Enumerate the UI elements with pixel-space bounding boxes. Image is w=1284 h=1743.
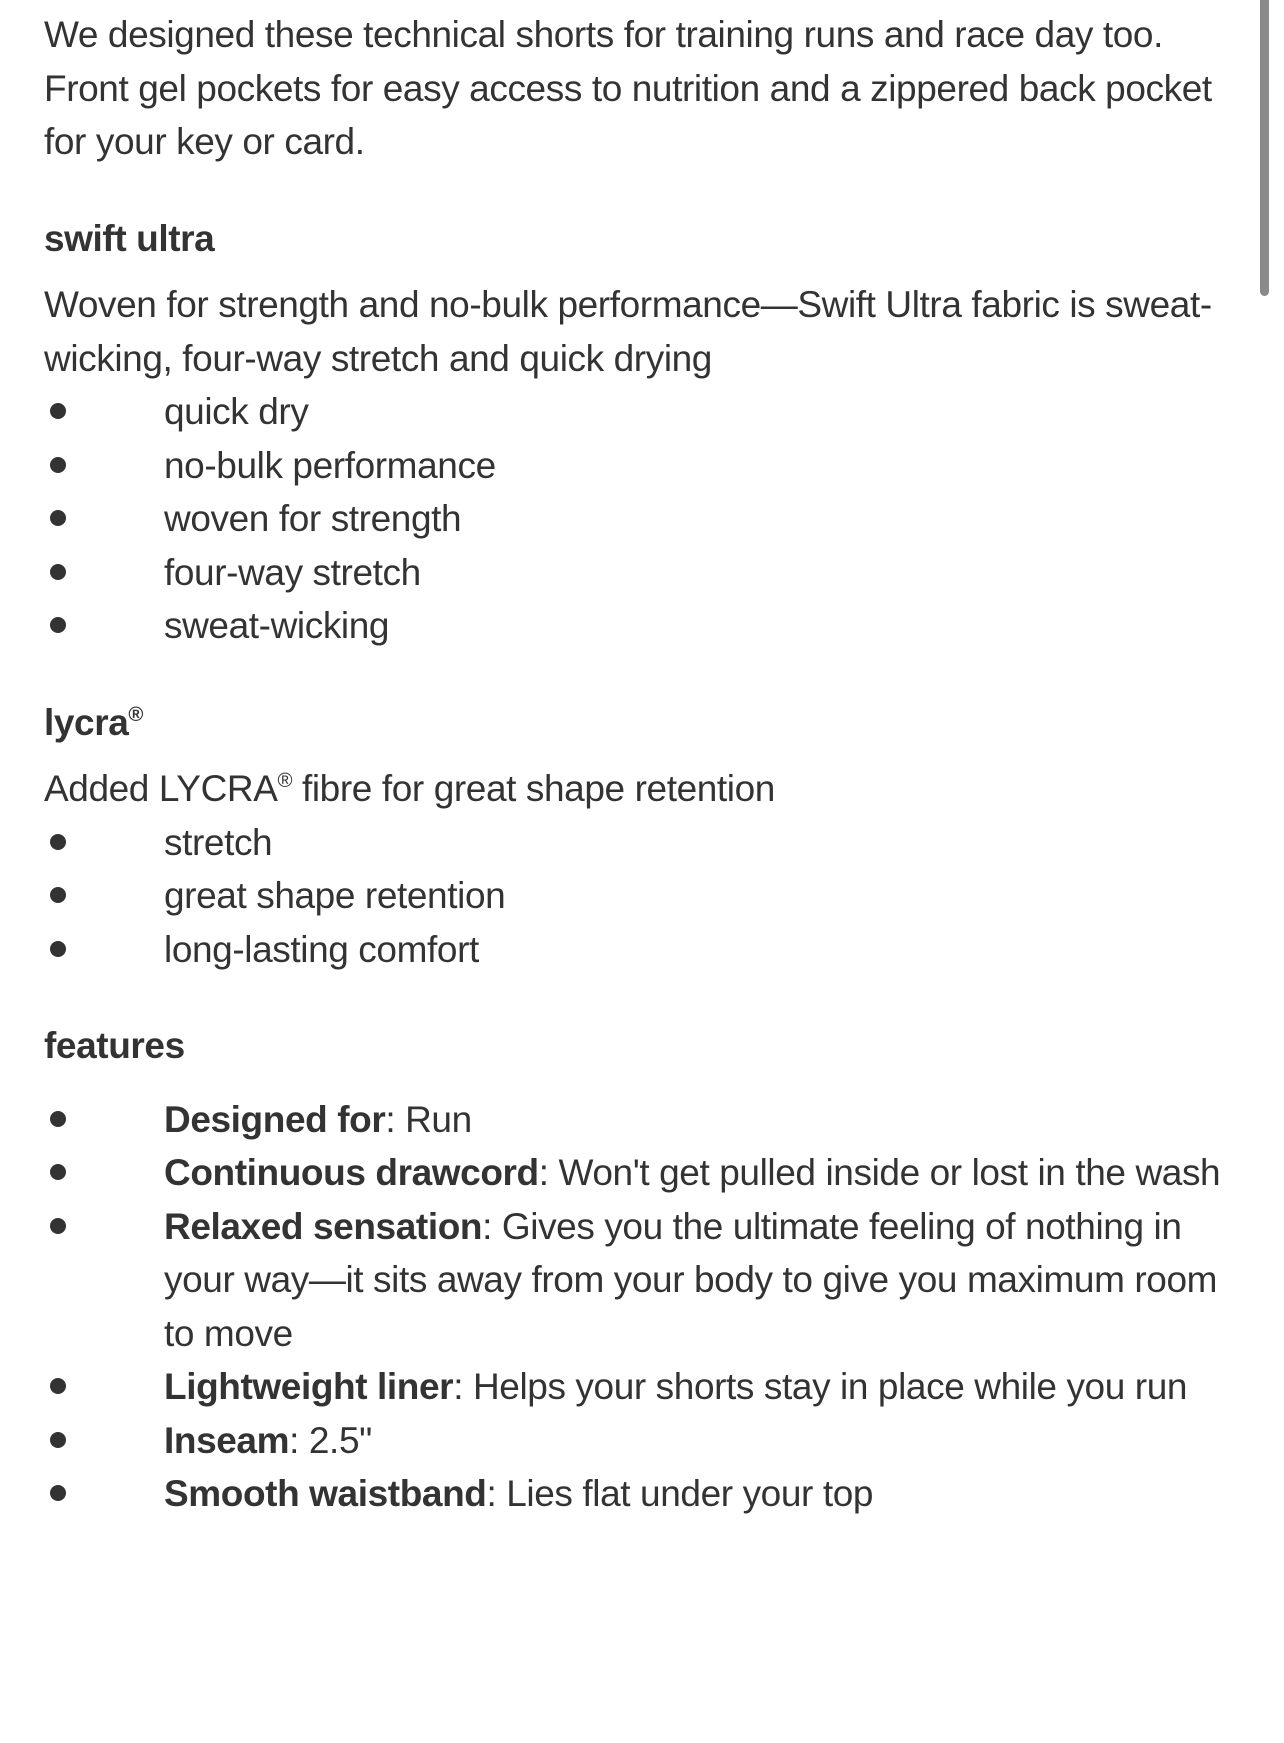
- feature-item: [164, 1467, 1224, 1521]
- section-heading-lycra: lycra®: [44, 701, 144, 743]
- feature-value: : Won't get pulled inside or lost in the wash: [538, 1152, 1221, 1193]
- feature-item: [164, 1200, 1224, 1361]
- feature-value: : 2.5": [289, 1419, 372, 1461]
- section-swift-ultra: [44, 212, 1224, 653]
- feature-value: : Helps your shorts stay in place while you run: [453, 1366, 1188, 1407]
- registered-mark: ®: [277, 769, 293, 792]
- feature-label: Designed for: [164, 1098, 386, 1140]
- section-description-lycra: Added LYCRA® fibre for great shape retention: [44, 768, 775, 809]
- feature-item: [164, 1093, 1224, 1147]
- bullet-icon: [50, 1218, 66, 1234]
- section-heading-features: features: [44, 1025, 185, 1066]
- product-description: [44, 8, 1224, 1521]
- registered-mark: ®: [128, 703, 144, 726]
- feature-item: [164, 1414, 1224, 1468]
- list-item: no-bulk performance: [164, 439, 1224, 493]
- list-item: woven for strength: [164, 492, 1224, 546]
- feature-value: : Lies flat under your top: [486, 1473, 874, 1514]
- bullet-icon: [50, 403, 66, 419]
- feature-label: Lightweight liner: [164, 1366, 454, 1407]
- bullet-icon: [50, 457, 66, 473]
- feature-item: [164, 1360, 1224, 1414]
- bullet-icon: [50, 887, 66, 903]
- bullet-icon: [50, 1111, 66, 1127]
- feature-label: Continuous drawcord: [164, 1152, 539, 1193]
- feature-label: Relaxed sensation: [164, 1205, 483, 1247]
- feature-item: [164, 1146, 1224, 1200]
- bullet-icon: [50, 1164, 66, 1180]
- list-item: stretch: [164, 816, 1224, 870]
- feature-label: Inseam: [164, 1419, 290, 1461]
- feature-label: Smooth waistband: [164, 1473, 487, 1514]
- vertical-scrollbar[interactable]: [1260, 0, 1269, 296]
- section-lycra: [44, 696, 1224, 977]
- feature-value: : Run: [385, 1098, 472, 1140]
- list-item: long-lasting comfort: [164, 923, 1224, 977]
- intro-paragraph: We designed these technical shorts for training runs and race day too. Front gel pockets for easy access to nutrition and a zippered back pocket for your key or card.: [44, 14, 1212, 162]
- bullet-icon: [50, 834, 66, 850]
- section-features: [44, 1019, 1224, 1521]
- bullet-list-lycra: [44, 816, 1224, 977]
- bullet-icon: [50, 564, 66, 580]
- bullet-icon: [50, 1378, 66, 1394]
- bullet-icon: [50, 617, 66, 633]
- bullet-icon: [50, 1485, 66, 1501]
- section-description-swift-ultra: Woven for strength and no-bulk performance—Swift Ultra fabric is sweat-wicking, four-way stretch and quick drying: [44, 284, 1212, 379]
- list-item: four-way stretch: [164, 546, 1224, 600]
- list-item: sweat-wicking: [164, 599, 1224, 653]
- list-item: quick dry: [164, 385, 1224, 439]
- bullet-list-swift-ultra: [44, 385, 1224, 653]
- section-heading-swift-ultra: swift ultra: [44, 217, 215, 259]
- bullet-icon: [50, 1432, 66, 1448]
- bullet-list-features: [44, 1093, 1224, 1521]
- list-item: great shape retention: [164, 869, 1224, 923]
- bullet-icon: [50, 510, 66, 526]
- feature-value: : Gives you the ultimate feeling of nothing in your way—it sits away from your body to give you maximum room to move: [164, 1205, 1218, 1354]
- bullet-icon: [50, 941, 66, 957]
